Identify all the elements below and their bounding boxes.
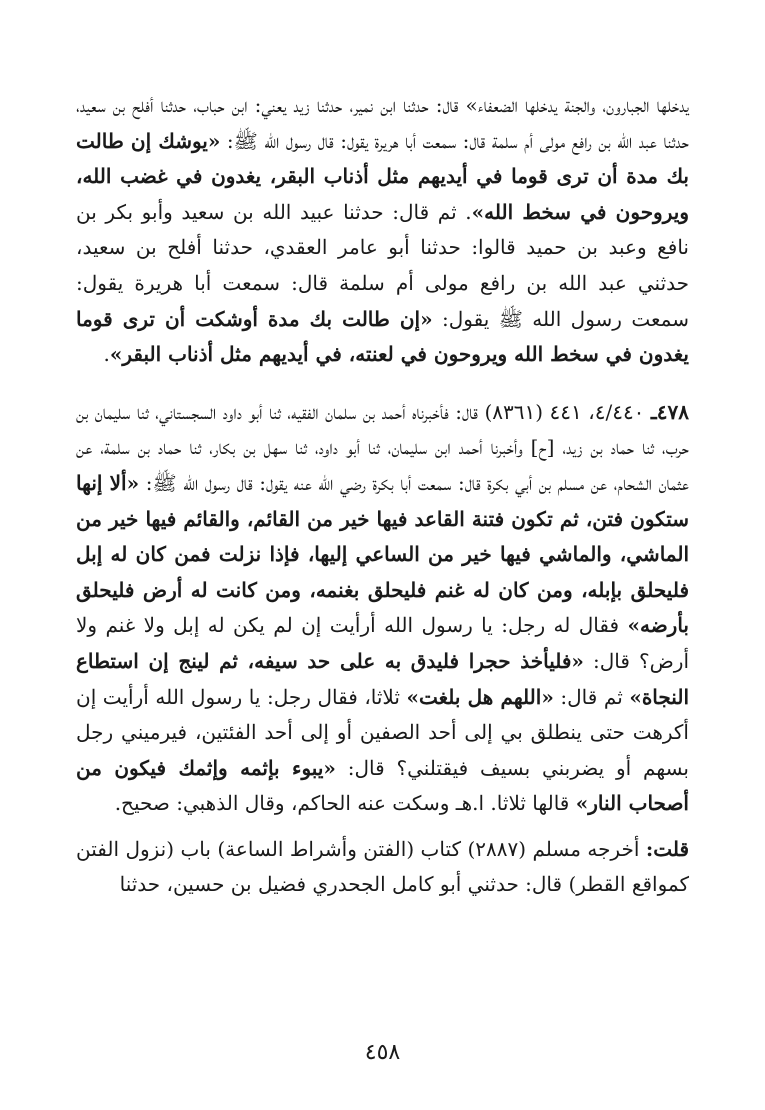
text-segment: قالها ثلاثا. ا.هـ وسكت عنه الحاكم، وقال الذهبي: صحيح.	[114, 791, 576, 816]
qult-label: قلت:	[645, 836, 690, 861]
hadith-quote: «يوشك إن طالت بك مدة أن ترى قوما في أيديهم مثل أذناب البقر، يغدون في غضب الله، ويروحون في سخط الله»	[76, 128, 689, 224]
hadith-quote: «ألا إنها ستكون فتن، ثم تكون فتنة القاعد فيها خير من القائم، والقائم فيها خير من الماشي، والماشي فيها خير من الساعي إليها، فإذا نزلت فمن كان له إبل فليحلق بإبله، ومن كان له غنم فليحلق بغنمه، ومن كانت له أرض فليحلق بأرضه»	[76, 470, 689, 638]
text-segment: ثلاثا، فقال رجل: يا رسول الله أرأيت إن أكرهت حتى ينطلق بي إلى أحد الصفين أو إلى أحد الفئتين، فيرميني رجل بسهم أو يضربني بسيف فيقتلني؟ قال:	[76, 684, 689, 780]
text-segment: فقال له رجل: يا رسول الله أرأيت إن لم يكن له إبل ولا غنم ولا أرض؟ قال:	[76, 613, 690, 673]
text-segment: أخرجه مسلم (٢٨٨٧) كتاب (الفتن وأشراط الساعة) باب (نزول الفتن كمواقع القطر) قال: حدثني أبو كامل الجحدري فضيل بن حسين، حدثنا	[76, 836, 689, 897]
hadith-quote: «فليأخذ حجرا فليدق به على حد سيفه، ثم لينج إن استطاع النجاة»	[76, 648, 689, 709]
text-segment: ثم قال:	[553, 684, 630, 709]
paragraph-hadith-478	[76, 395, 689, 822]
text-segment: ٤/٤٤٠، ٤٤١ (٨٣٦١) قال: فأخبرناه أحمد بن سلمان الفقيه، ثنا أبو داود السجستاني، ثنا سليمان بن حرب، ثنا حماد بن زيد، [ح] وأخبرنا أحمد ابن سليمان، ثنا أبو داود، ثنا سهل بن بكار، ثنا حماد بن سلمة، عن عثمان الشحام، عن مسلم بن أبي بكرة قال: سمعت أبا بكرة رضي الله عنه يقول: قال رسول الله ﷺ:	[76, 399, 689, 495]
hadith-quote: «إن طالت بك مدة أوشكت أن ترى قوما يغدون في سخط الله ويروحون في لعنته، في أيديهم مثل أذناب البقر»	[76, 306, 689, 367]
hadith-number: ٤٧٨ـ	[650, 399, 690, 424]
hadith-quote: «اللهم هل بلغت»	[406, 684, 554, 709]
text-segment: .	[103, 342, 110, 367]
text-segment: . ثم قال: حدثنا عبيد الله بن سعيد وأبو بكر بن نافع وعبد بن حميد قالوا: حدثنا أبو عامر العقدي، حدثنا أفلح بن سعيد، حدثني عبد الله بن رافع مولى أم سلمة قال: سمعت أبا هريرة يقول: سمعت رسول الله ﷺ يقول:	[76, 199, 689, 331]
page-number: ٤٥٨	[364, 1040, 401, 1065]
paragraph-hadith-continuation	[76, 88, 689, 373]
hadith-quote: «يبوء بإثمه وإثمك فيكون من أصحاب النار»	[76, 755, 689, 816]
paragraph-qult	[76, 832, 689, 903]
page-body	[76, 88, 689, 903]
text-segment: يدخلها الجبارون، والجنة يدخلها الضعفاء» قال: حدثنا ابن نمير، حدثنا زيد يعني: ابن حباب، حدثنا أفلح بن سعيد، حدثنا عبد الله بن رافع مولى أم سلمة قال: سمعت أبا هريرة يقول: قال رسول الله ﷺ:	[76, 93, 689, 153]
